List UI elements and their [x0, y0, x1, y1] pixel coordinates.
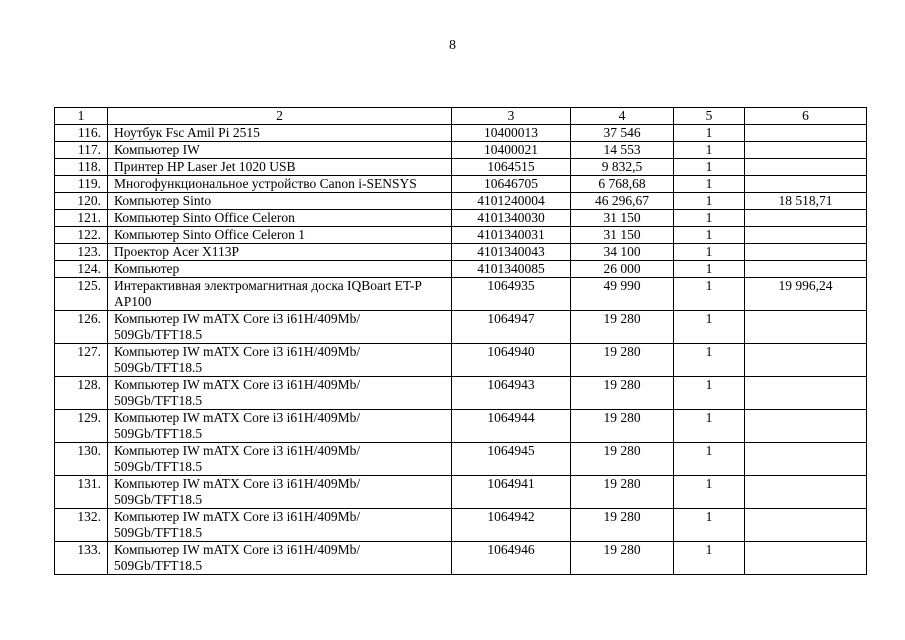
inventory-number: 1064945: [452, 443, 571, 476]
inventory-number: 1064940: [452, 344, 571, 377]
residual-value: [745, 261, 867, 278]
row-number: 117.: [55, 142, 108, 159]
row-number: 127.: [55, 344, 108, 377]
item-quantity: 1: [674, 210, 745, 227]
table-row: [55, 125, 867, 142]
row-number: 128.: [55, 377, 108, 410]
item-price: 46 296,67: [571, 193, 674, 210]
item-quantity: 1: [674, 311, 745, 344]
table-row: [55, 344, 867, 377]
item-name: Интерактивная электромагнитная доска IQBoart ET-P AP100: [108, 278, 452, 311]
item-quantity: 1: [674, 193, 745, 210]
item-quantity: 1: [674, 443, 745, 476]
inventory-number: 4101340031: [452, 227, 571, 244]
item-quantity: 1: [674, 159, 745, 176]
table-row: [55, 377, 867, 410]
table-row: [55, 244, 867, 261]
inventory-number: 1064946: [452, 542, 571, 575]
column-header: 3: [452, 108, 571, 125]
inventory-number: 1064941: [452, 476, 571, 509]
item-price: 19 280: [571, 542, 674, 575]
row-number: 129.: [55, 410, 108, 443]
residual-value: [745, 542, 867, 575]
item-name: Компьютер IW: [108, 142, 452, 159]
column-header: 6: [745, 108, 867, 125]
item-price: 19 280: [571, 476, 674, 509]
column-header: 1: [55, 108, 108, 125]
item-name: Компьютер Sinto Office Celeron 1: [108, 227, 452, 244]
residual-value: [745, 311, 867, 344]
item-name: Компьютер IW mATX Core i3 i61H/409Mb/ 509Gb/TFT18.5: [108, 377, 452, 410]
item-price: 34 100: [571, 244, 674, 261]
item-quantity: 1: [674, 509, 745, 542]
residual-value: [745, 142, 867, 159]
column-header: 4: [571, 108, 674, 125]
row-number: 118.: [55, 159, 108, 176]
item-price: 19 280: [571, 443, 674, 476]
item-quantity: 1: [674, 476, 745, 509]
table-row: [55, 159, 867, 176]
item-price: 37 546: [571, 125, 674, 142]
inventory-number: 10400021: [452, 142, 571, 159]
item-name: Ноутбук Fsc Amil Pi 2515: [108, 125, 452, 142]
residual-value: [745, 210, 867, 227]
item-name: Компьютер IW mATX Core i3 i61H/409Mb/ 509Gb/TFT18.5: [108, 311, 452, 344]
item-price: 26 000: [571, 261, 674, 278]
residual-value: [745, 227, 867, 244]
item-quantity: 1: [674, 142, 745, 159]
table-row: [55, 476, 867, 509]
item-price: 19 280: [571, 311, 674, 344]
item-quantity: 1: [674, 344, 745, 377]
item-name: Принтер HP Laser Jet 1020 USB: [108, 159, 452, 176]
item-price: 9 832,5: [571, 159, 674, 176]
item-name: Компьютер IW mATX Core i3 i61H/409Mb/ 509Gb/TFT18.5: [108, 410, 452, 443]
row-number: 122.: [55, 227, 108, 244]
table-row: [55, 261, 867, 278]
residual-value: [745, 476, 867, 509]
item-quantity: 1: [674, 410, 745, 443]
item-name: Компьютер IW mATX Core i3 i61H/409Mb/ 509Gb/TFT18.5: [108, 344, 452, 377]
row-number: 116.: [55, 125, 108, 142]
row-number: 125.: [55, 278, 108, 311]
residual-value: [745, 443, 867, 476]
row-number: 132.: [55, 509, 108, 542]
residual-value: [745, 176, 867, 193]
item-price: 14 553: [571, 142, 674, 159]
residual-value: [745, 410, 867, 443]
row-number: 120.: [55, 193, 108, 210]
row-number: 131.: [55, 476, 108, 509]
item-quantity: 1: [674, 278, 745, 311]
row-number: 133.: [55, 542, 108, 575]
table-row: [55, 542, 867, 575]
item-price: 19 280: [571, 344, 674, 377]
inventory-number: 4101340030: [452, 210, 571, 227]
inventory-number: 4101340085: [452, 261, 571, 278]
item-name: Проектор Acer X113P: [108, 244, 452, 261]
item-price: 19 280: [571, 377, 674, 410]
inventory-number: 1064944: [452, 410, 571, 443]
item-name: Компьютер: [108, 261, 452, 278]
header-row: [55, 108, 867, 125]
inventory-number: 10646705: [452, 176, 571, 193]
residual-value: [745, 159, 867, 176]
table-row: [55, 311, 867, 344]
residual-value: [745, 377, 867, 410]
table-row: [55, 278, 867, 311]
page-number: 8: [449, 38, 456, 53]
table-row: [55, 210, 867, 227]
item-price: 31 150: [571, 210, 674, 227]
row-number: 123.: [55, 244, 108, 261]
row-number: 126.: [55, 311, 108, 344]
column-header: 5: [674, 108, 745, 125]
table-row: [55, 410, 867, 443]
item-name: Компьютер Sinto Office Celeron: [108, 210, 452, 227]
item-quantity: 1: [674, 125, 745, 142]
inventory-number: 4101340043: [452, 244, 571, 261]
inventory-number: 1064943: [452, 377, 571, 410]
row-number: 124.: [55, 261, 108, 278]
inventory-table: [54, 107, 867, 575]
column-header: 2: [108, 108, 452, 125]
table-row: [55, 176, 867, 193]
item-quantity: 1: [674, 542, 745, 575]
item-price: 19 280: [571, 410, 674, 443]
item-price: 19 280: [571, 509, 674, 542]
item-quantity: 1: [674, 227, 745, 244]
table-row: [55, 142, 867, 159]
residual-value: [745, 509, 867, 542]
inventory-number: 10400013: [452, 125, 571, 142]
item-name: Компьютер IW mATX Core i3 i61H/409Mb/ 509Gb/TFT18.5: [108, 476, 452, 509]
row-number: 121.: [55, 210, 108, 227]
item-quantity: 1: [674, 377, 745, 410]
item-name: Компьютер IW mATX Core i3 i61H/409Mb/ 509Gb/TFT18.5: [108, 542, 452, 575]
item-name: Компьютер IW mATX Core i3 i61H/409Mb/ 509Gb/TFT18.5: [108, 443, 452, 476]
item-price: 31 150: [571, 227, 674, 244]
row-number: 130.: [55, 443, 108, 476]
residual-value: [745, 125, 867, 142]
inventory-number: 4101240004: [452, 193, 571, 210]
residual-value: [745, 344, 867, 377]
table-row: [55, 193, 867, 210]
item-price: 6 768,68: [571, 176, 674, 193]
inventory-number: 1064947: [452, 311, 571, 344]
inventory-number: 1064515: [452, 159, 571, 176]
item-quantity: 1: [674, 244, 745, 261]
item-quantity: 1: [674, 176, 745, 193]
residual-value: [745, 244, 867, 261]
table-row: [55, 509, 867, 542]
table-body: [55, 125, 867, 575]
table-row: [55, 227, 867, 244]
item-name: Многофункциональное устройство Canon i-SENSYS: [108, 176, 452, 193]
item-quantity: 1: [674, 261, 745, 278]
inventory-number: 1064942: [452, 509, 571, 542]
residual-value: 19 996,24: [745, 278, 867, 311]
inventory-number: 1064935: [452, 278, 571, 311]
item-name: Компьютер Sinto: [108, 193, 452, 210]
item-name: Компьютер IW mATX Core i3 i61H/409Mb/ 509Gb/TFT18.5: [108, 509, 452, 542]
residual-value: 18 518,71: [745, 193, 867, 210]
item-price: 49 990: [571, 278, 674, 311]
row-number: 119.: [55, 176, 108, 193]
table-row: [55, 443, 867, 476]
